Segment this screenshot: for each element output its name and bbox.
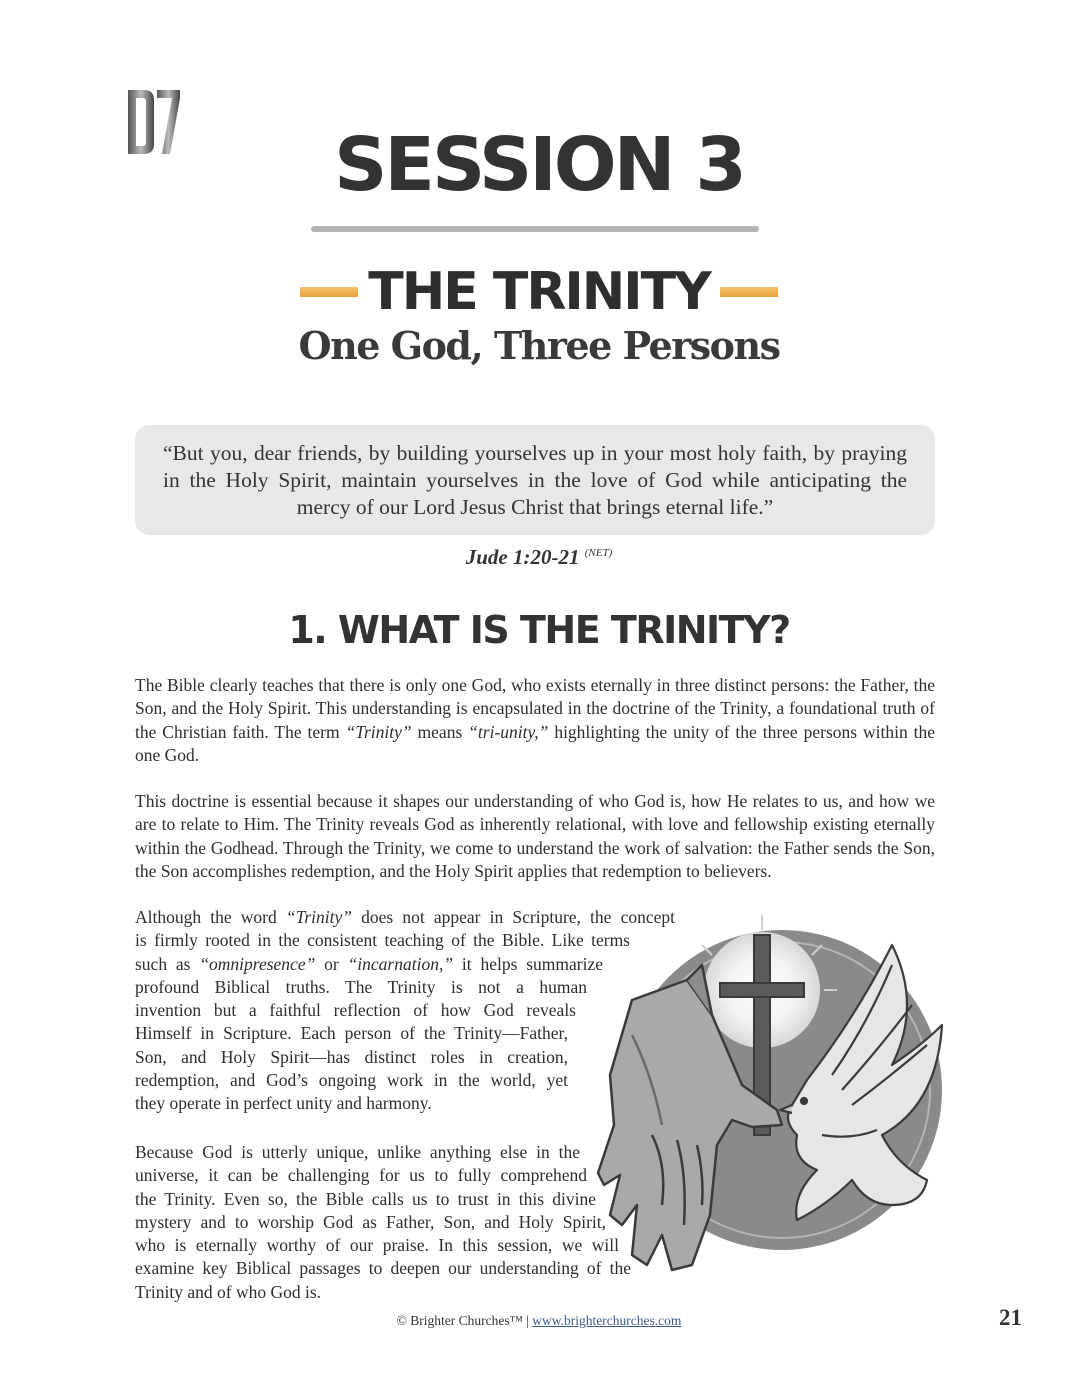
- section-heading: 1. WHAT IS THE TRINITY?: [288, 608, 790, 652]
- paragraph-3-line: redemption, and God’s ongoing work in the world, yet: [135, 1070, 568, 1091]
- scripture-version: (NET): [584, 547, 613, 559]
- footer-copyright: © Brighter Churches™ |: [396, 1313, 533, 1328]
- page-number: 21: [999, 1305, 1022, 1330]
- paragraph-3-line: profound Biblical truths. The Trinity is not a human: [135, 976, 587, 997]
- scripture-reference-text: Jude 1:20-21: [465, 545, 580, 569]
- paragraph-3-line: they operate in perfect unity and harmony.: [135, 1093, 432, 1114]
- paragraph-4-line: examine key Biblical passages to deepen our understanding of the: [135, 1258, 631, 1279]
- paragraph-3-line: Although the word “Trinity” does not appear in Scripture, the concept: [135, 907, 675, 927]
- left-accent-bar: [300, 287, 358, 297]
- topic-title-row: [0, 262, 1078, 322]
- scripture-quote-box: [135, 425, 935, 535]
- scripture-reference: [0, 545, 1078, 570]
- paragraph-3-line: Son, and Holy Spirit—has distinct roles in creation,: [135, 1046, 568, 1067]
- paragraph-3-line: such as “omnipresence” or “incarnation,” it helps summarize: [135, 953, 603, 974]
- scripture-quote: “But you, dear friends, by building yourselves up in your most holy faith, by praying in the Holy Spirit, maintain yourselves in the love of God while anticipating the mercy of our Lord Jesus Christ that brings eternal life.”: [163, 441, 907, 519]
- session-title: SESSION 3: [334, 122, 744, 208]
- right-accent-bar: [720, 287, 778, 297]
- paragraph-1-text-e: highlighting the unity of the three persons within the one God.: [135, 721, 935, 765]
- topic-subtitle: One God, Three Persons: [298, 323, 780, 368]
- paragraph-1-text-c: means: [411, 721, 469, 742]
- paragraph-3-line: invention but a faithful reflection of how God reveals: [135, 1000, 576, 1021]
- paragraph-4: [135, 1141, 631, 1304]
- paragraph-1: [135, 674, 935, 767]
- topic-title: THE TRINITY: [368, 262, 710, 322]
- paragraph-1-text-a: The Bible clearly teaches that there is only one God, who exists eternally in three distinct persons: the Father, the Son, and the Holy Spirit. This understanding is encapsulated in the doctrine of the Trinity, a foundational truth of the Christian faith. The term: [135, 675, 935, 742]
- paragraph-4-line: universe, it can be challenging for us to fully comprehend: [135, 1165, 587, 1186]
- trinity-illustration: [592, 905, 952, 1285]
- paragraph-4-line: mystery and to worship God as Father, Son, and Holy Spirit,: [135, 1211, 606, 1232]
- footer: [0, 1313, 1078, 1329]
- footer-website-link[interactable]: www.brighterchurches.com: [532, 1313, 682, 1328]
- paragraph-3-line: is firmly rooted in the consistent teaching of the Bible. Like terms: [135, 930, 630, 951]
- paragraph-3-line: Himself in Scripture. Each person of the Trinity—Father,: [135, 1023, 568, 1044]
- term-trinity: “Trinity”: [345, 721, 412, 742]
- title-divider: [311, 226, 759, 232]
- term-tri-unity: “tri-unity,”: [468, 721, 549, 742]
- paragraph-2: This doctrine is essential because it shapes our understanding of who God is, how He relates to us, and how we are to relate to Him. The Trinity reveals God as inherently relational, with love and fellowship existing eternally within the Godhead. Through the Trinity, we come to understand the work of salvation: the Father sends the Son, the Son accomplishes redemption, and the Holy Spirit applies that redemption to believers.: [135, 791, 935, 881]
- paragraph-4-line: Because God is utterly unique, unlike anything else in the: [135, 1142, 580, 1162]
- paragraph-4-line: the Trinity. Even so, the Bible calls us to trust in this divine: [135, 1188, 596, 1209]
- paragraph-4-line: Trinity and of who God is.: [135, 1281, 322, 1302]
- paragraph-4-line: who is eternally worthy of our praise. In this session, we will: [135, 1235, 619, 1256]
